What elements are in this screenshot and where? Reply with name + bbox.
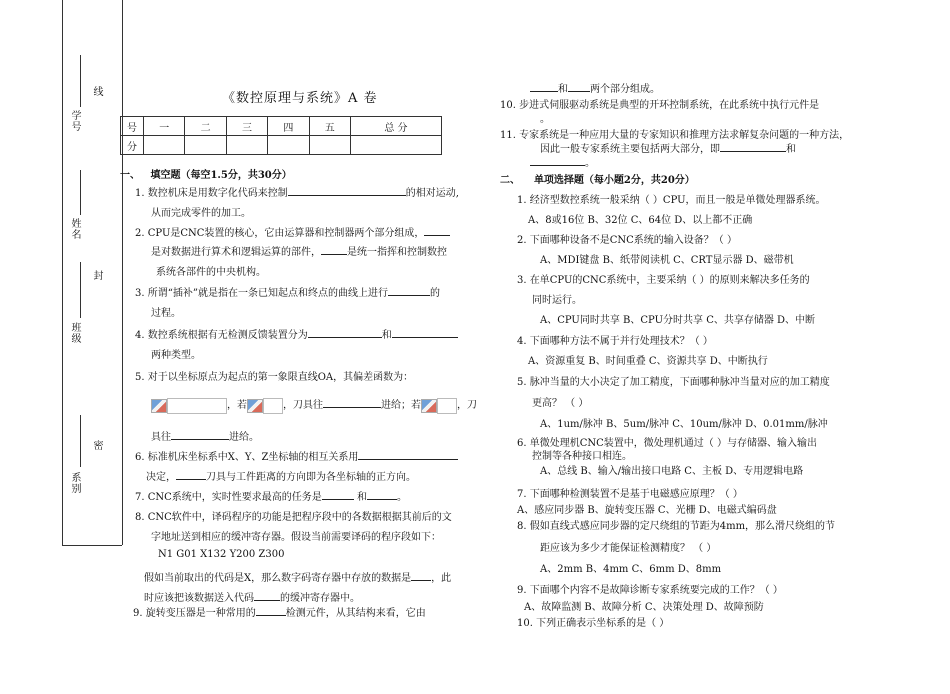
s1-q1-line2: 从而完成零件的加工。 — [151, 208, 251, 219]
blank[interactable] — [358, 449, 458, 460]
name-label: 姓名 — [69, 218, 80, 240]
formula-image-icon — [421, 399, 437, 413]
s2-q6-options[interactable]: A、总线 B、输入/输出接口电路 C、主板 D、专用逻辑电路 — [540, 466, 804, 477]
s1-q2-line2: 是对数据进行算术和逻辑运算的部件， 是统一指挥和控制数控 — [151, 243, 447, 258]
s1-q4-line2: 两种类型。 — [151, 350, 201, 361]
binding-line-right — [122, 0, 123, 545]
blank[interactable] — [424, 225, 450, 236]
s1-q7-line1: 7. CNC系统中，实时性要求最高的任务是 和 。 — [135, 488, 407, 503]
s2-q5-options[interactable]: A、1um/脉冲 B、5um/脉冲 C、10um/脉冲 D、0.01mm/脉冲 — [540, 419, 828, 430]
s2-q1-options[interactable]: A、8或16位 B、32位 C、64位 D、以上都不正确 — [528, 215, 753, 226]
s1-q9-line1: 9. 旋转变压器是一种常用的 检测元件，从其结构来看，它由 — [133, 604, 426, 619]
blank[interactable] — [323, 397, 381, 408]
s2-q7-options[interactable]: A、感应同步器 B、旋转变压器 C、光栅 D、电磁式编码盘 — [517, 505, 777, 516]
student-id-field[interactable] — [80, 55, 81, 107]
dept-field[interactable] — [80, 415, 81, 467]
secret-label: 密 — [91, 440, 102, 451]
s2-q3-stem-cont: 同时运行。 — [532, 295, 582, 306]
line-label: 线 — [91, 86, 102, 97]
score-cell[interactable] — [309, 136, 350, 155]
class-label: 班级 — [69, 322, 80, 344]
s1-q9-line2: 和 两个部分组成。 — [530, 80, 660, 95]
s2-q3-options[interactable]: A、CPU同时共享 B、CPU分时共享 C、共享存储器 D、中断 — [540, 315, 816, 326]
seal-label: 封 — [91, 270, 102, 281]
s1-q3-line1: 3. 所谓“插补”就是指在一条已知起点和终点的曲线上进行 的 — [135, 284, 440, 299]
score-cell[interactable] — [185, 136, 226, 155]
section2-heading-text: 单项选择题（每小题2分，共20分） — [533, 175, 695, 186]
s2-q5-stem-cont: 更高？ （ ） — [532, 398, 589, 409]
exam-title: 《数控原理与系统》A 卷 — [222, 91, 378, 106]
s1-q10-line2: 。 — [540, 114, 550, 125]
s1-q11-line1: 11. 专家系统是一种应用大量的专家知识和推理方法求解复杂问题的一种方法， — [500, 130, 850, 141]
score-header-cell: 五 — [309, 117, 350, 136]
blank[interactable] — [367, 489, 397, 500]
s2-q5-stem: 5. 脉冲当量的大小决定了加工精度，下面哪种脉冲当量对应的加工精度 — [517, 377, 830, 388]
s1-q11-line2: 因此一般专家系统主要包括两大部分，即 和 — [540, 140, 796, 155]
score-table — [120, 116, 442, 155]
s2-q2-options[interactable]: A、MDI键盘 B、纸带阅读机 C、CRT显示器 D、磁带机 — [540, 255, 794, 266]
blank[interactable] — [171, 429, 229, 440]
score-cell[interactable] — [268, 136, 309, 155]
s2-q2-stem: 2. 下面哪种设备不是CNC系统的输入设备？（ ） — [517, 235, 737, 246]
blank[interactable] — [720, 141, 786, 152]
s1-q2-line1: 2. CPU是CNC装置的核心，它由运算器和控制器两个部分组成， — [135, 224, 450, 239]
class-field[interactable] — [80, 262, 81, 318]
s1-q1-line1: 1. 数控机床是用数字化代码来控制 的相对运动, — [135, 184, 459, 199]
s2-q1-stem: 1. 经济型数控系统一般采纳（ ）CPU，而且一般是单微处理器系统。 — [517, 195, 826, 206]
s1-q8-line4: 时应该把该数据送入代码 的缓冲寄存器中。 — [144, 589, 360, 604]
section1-heading-num: 一、 — [120, 170, 140, 181]
s1-q5-line1: 5. 对于以坐标原点为起点的第一象限直线OA，其偏差函数为： — [135, 372, 414, 383]
section1-heading — [120, 166, 292, 181]
score-header-cell: 一 — [144, 117, 185, 136]
blank[interactable] — [288, 185, 406, 196]
s1-q6-line2: 决定， 刀具与工件距离的方向即为各坐标轴的正方向。 — [146, 468, 416, 483]
binding-strip-bottom — [62, 545, 122, 546]
s1-q8-line1: 8. CNC软件中，译码程序的功能是把程序段中的各数据根据其前后的文 — [135, 512, 452, 523]
s1-q5-line3: 具往 进给。 — [151, 428, 259, 443]
s2-q8-options[interactable]: A、2mm B、4mm C、6mm D、8mm — [540, 564, 722, 575]
blank[interactable] — [176, 469, 206, 480]
s2-q6-stem: 6. 单微处理机CNC装置中，微处理机通过（ ）与存储器、输入输出 — [517, 438, 817, 449]
score-table-value-row — [121, 136, 442, 155]
s1-q11-line3: 。 — [530, 154, 595, 169]
s2-q3-stem: 3. 在单CPU的CNC系统中，主要采纳（ ）的原则来解决多任务的 — [517, 275, 810, 286]
s2-q9-options[interactable]: A、故障监测 B、故障分析 C、决策处理 D、故障预防 — [524, 602, 764, 613]
score-cell[interactable] — [350, 136, 441, 155]
score-cell[interactable] — [144, 136, 185, 155]
s1-q8-line2: 字地址送到相应的缓冲寄存器。假设当前需要译码的程序段如下： — [151, 532, 441, 543]
section2-heading-num: 二、 — [500, 175, 520, 186]
score-header-cell: 号 — [121, 117, 144, 136]
s2-q7-stem: 7. 下面哪种检测装置不是基于电磁感应原理？（ ） — [517, 489, 743, 500]
s2-q8-stem-cont: 距应该为多少才能保证检测精度？ （ ） — [540, 543, 717, 554]
s1-q4-line1: 4. 数控系统根据有无检测反馈装置分为 和 — [135, 326, 458, 341]
blank[interactable] — [411, 570, 431, 581]
score-header-cell: 四 — [268, 117, 309, 136]
score-header-cell: 二 — [185, 117, 226, 136]
blank[interactable] — [254, 590, 280, 601]
s1-q6-line1: 6. 标准机床坐标系中X、Y、Z坐标轴的相互关系用 — [135, 448, 458, 463]
s1-q10-line1: 10. 步进式伺服驱动系统是典型的开环控制系统，在此系统中执行元件是 — [500, 100, 820, 111]
binding-line-left — [62, 0, 63, 545]
blank[interactable] — [322, 489, 354, 500]
score-table-header-row — [121, 117, 442, 136]
score-cell[interactable] — [226, 136, 267, 155]
score-header-cell: 总 分 — [350, 117, 441, 136]
s1-q5-line2: ，若 ，刀具往 进给；若 ，刀 — [151, 396, 477, 414]
blank[interactable] — [568, 81, 590, 92]
s2-q10-stem: 10. 下列正确表示坐标系的是（ ） — [517, 618, 670, 629]
s2-q6-stem-cont: 控制等各种接口相连。 — [532, 451, 632, 462]
formula-box — [437, 398, 457, 414]
section1-heading-text: 填空题（每空1.5分，共30分） — [150, 170, 292, 181]
blank[interactable] — [530, 155, 585, 166]
dept-label: 系别 — [69, 472, 80, 494]
blank[interactable] — [308, 327, 382, 338]
s2-q9-stem: 9. 下面哪个内容不是故障诊断专家系统要完成的工作？（ ） — [517, 585, 783, 596]
blank[interactable] — [388, 285, 430, 296]
section2-heading — [500, 171, 695, 186]
s2-q4-stem: 4. 下面哪种方法不属于并行处理技术？（ ） — [517, 336, 713, 347]
s2-q4-options[interactable]: A、资源重复 B、时间重叠 C、资源共享 D、中断执行 — [528, 356, 768, 367]
formula-image-icon — [247, 399, 263, 413]
s1-q2-line3: 系统各部件的中央机构。 — [156, 267, 266, 278]
s1-q8-code: N1 G01 X132 Y200 Z300 — [158, 549, 285, 560]
blank[interactable] — [530, 81, 558, 92]
s1-q8-line3: 假如当前取出的代码是X，那么数字码寄存器中存放的数据是 ，此 — [144, 569, 451, 584]
blank[interactable] — [392, 327, 458, 338]
formula-image-icon — [151, 399, 167, 413]
s2-q8-stem: 8. 假如直线式感应同步器的定尺绕组的节距为4mm，那么滑尺绕组的节 — [517, 521, 836, 532]
blank[interactable] — [321, 244, 347, 255]
score-header-cell: 三 — [226, 117, 267, 136]
formula-box — [263, 398, 283, 414]
s1-q3-line2: 过程。 — [151, 308, 181, 319]
score-row-label: 分 — [121, 136, 144, 155]
student-id-label: 学号 — [69, 110, 80, 132]
formula-box — [167, 398, 227, 414]
name-field[interactable] — [80, 170, 81, 215]
blank[interactable] — [256, 605, 286, 616]
